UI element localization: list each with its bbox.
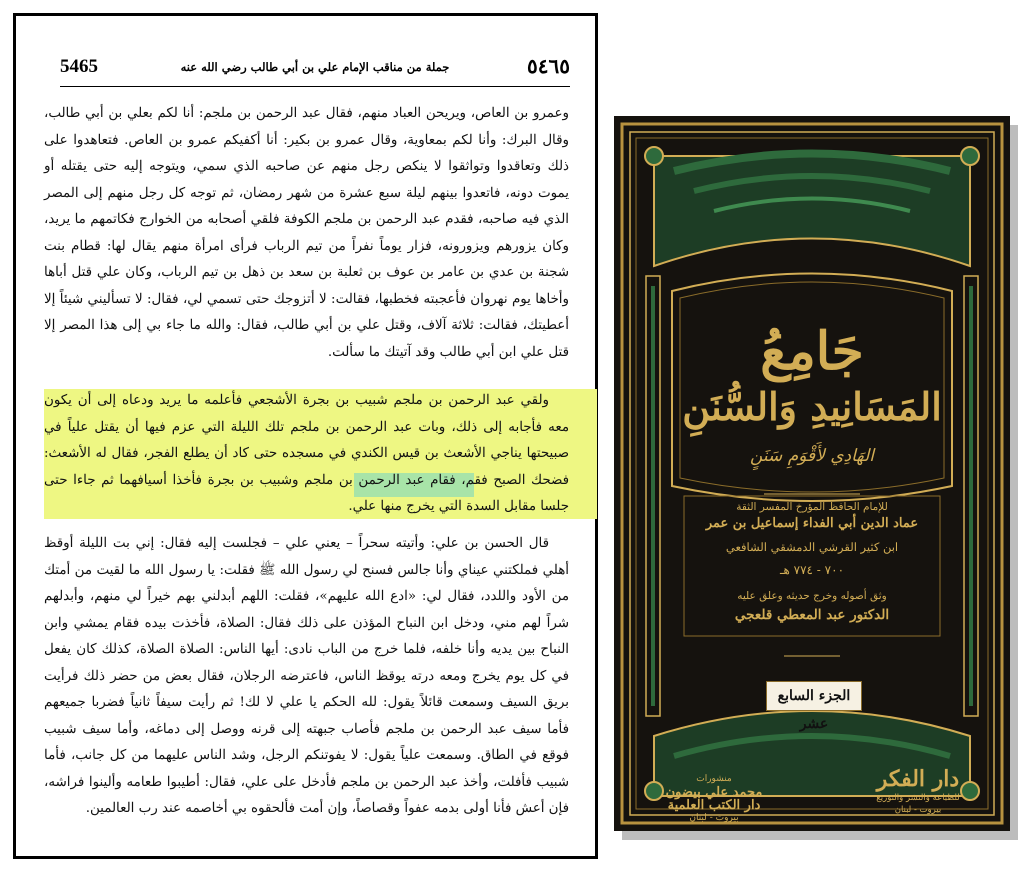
publisher-right-line-3: بيروت - لبنان	[894, 805, 942, 815]
credit-line-6: الدكتور عبد المعطي قلعجي	[734, 607, 890, 623]
book-page	[13, 13, 598, 859]
book-cover	[614, 116, 1010, 831]
credit-line-4: ٧٠٠ - ٧٧٤ هـ	[779, 563, 845, 577]
publisher-left-line-1: منشورات	[696, 774, 732, 784]
paragraph-1: وعمرو بن العاص، ويريحن العباد منهم، فقال عبد الرحمن بن ملجم: أنا لكم بعلي بن أبي طالب، وقال البرك: وأنا لكم بمعاوية، وقال عمرو بن بكير: أنا أكفيكم عمرو بن العاص. فتعاهدوا على ذلك وتعاقدوا وتواثقوا لا ينكص رجل منهم عن صاحبه الذي سمي، ويتوجه إليه حتى يقتله أو يموت دونه، فاتعدوا بينهم ليلة سبع عشرة من شهر رمضان، ثم توجه كل رجل منهم إلى المصر الذي فيه صاحبه، فقدم عبد الرحمن بن ملجم الكوفة فلقي أصحابه من الخوارج فكاتمهم ما يريد، وكان يزورهم ويزورونه، فزار يوماً نفراً من تيم الرباب فرأى امرأة منهم يقال لها: قطام بنت شجنة بن عدي بن عامر بن عوف بن ثعلبة بن سعد بن ذهل بن تيم الرباب، وكان علي قتل أباها وأخاها يوم نهروان فأعجبته فخطبها، فقالت: لا أتزوجك حتى تسمي لي، فقال: لا تسأليني شيئاً إلا أعطيتك، فقالت: ثلاثة آلاف، وقتل علي بن أبي طالب، فقال: والله ما جاء بي إلى هذا المصر إلا قتل علي ابن أبي طالب وقد آتيتك ما سألت.	[44, 106, 569, 360]
cover-subtitle: الهَادِي لأَقْوَمِ سَنَنٍ	[749, 446, 875, 466]
publisher-right-line-1: دار الفكر	[876, 766, 960, 792]
page-number-latin: 5465	[60, 56, 98, 77]
paragraph-2-before: ولقي عبد الرحمن بن ملجم شبيب بن بجرة الأشجعي فأعلمه ما يريد ودعاه إلى أن يكون معه فأجابه إلى ذلك، وبات عبد الرحمن بن ملجم تلك الليلة التي عزم فيها أن يقتل علياً في صبيحتها يناجي الأشعث بن قيس الكندي في مسجده حتى كاد أن يطلع الفجر، فقال له الأشعث:	[44, 393, 569, 461]
publisher-left-line-3: دار الكتب العلمية	[667, 798, 761, 813]
running-title: جملة من مناقب الإمام علي بن أبي طالب رضي الله عنه	[180, 60, 450, 74]
page-number-arabic: ٥٤٦٥	[527, 54, 570, 78]
publisher-left-line-4: بيروت - لبنان	[689, 813, 739, 823]
paragraph-2-after: فقام عبد الرحمن بن ملجم وشبيب بن بجرة فأخذا أسيافهما ثم جاءا حتى جلسا مقابل السدة التي يخرج منها علي.	[44, 472, 569, 514]
publisher-left	[654, 773, 774, 825]
credit-line-5: وثق أصوله وخرج حديثه وعلق عليه	[737, 590, 887, 602]
publisher-right	[862, 766, 974, 816]
credit-line-3: ابن كثير القرشي الدمشقي الشافعي	[725, 540, 899, 554]
credit-line-1: للإمام الحافظ المؤرخ المفسر الثقة	[736, 501, 888, 513]
cover-title-line-1: جَامِعُ	[760, 321, 864, 382]
publisher-left-line-2: محمد علي بيضون	[665, 785, 763, 800]
credit-line-2: عماد الدين أبي الفداء إسماعيل بن عمر	[705, 516, 919, 531]
paragraph-2	[44, 388, 569, 521]
paragraph-3-text: قال الحسن بن علي: وأتيته سحراً – يعني علي – فجلست إليه فقال: إني بت الليلة أوقظ أهلي فملكتني عيناي وأنا جالس فسنح لي رسول الله ﷺ فقلت: يا رسول الله ما لقيت من أمتك من الأود واللدد، فقال لي: «ادع الله عليهم»، فقلت: اللهم أبدلني بهم خيراً لي منهم، وأبدلهم شراً لهم مني، ودخل ابن النباح المؤذن على ذلك فقال: الصلاة، فأخذت بيده فقام يمشي وابن النباح بين يديه وأنا خلفه، فلما خرج من الباب نادى: أيها الناس: الصلاة الصلاة، كذلك كان يفعل في كل يوم يخرج ومعه درته يوقظ الناس، فاعترضه الرجلان، فقال بعض من حضر ذلك فرأيت بريق السيف وسمعت قائلاً يقول: لله الحكم يا علي لا لك! ثم رأيت سيفاً ثانياً فضربا جميعهم فأما سيف عبد الرحمن بن ملجم فأصاب جبهته إلى قرنه ووصل إلى دماغه، وأما سيف شبيب فوقع في الطاق. وسمعت علياً يقول: لا يفوتنكم الرجل، وشد الناس عليهما من كل جانب، فأما شبيب فأفلت، وأخذ عبد الرحمن بن ملجم فأدخل على علي، فقال: أطيبوا طعامه وألينوا فراشه، فإن أعش فأنا أولى بدمه عفواً وقصاصاً، وإن أمت فألحقوه بي أخاصمه عند رب العالمين.	[44, 536, 569, 816]
cover-title-line-2: المَسَانِيدِ وَالسُّنَنِ	[682, 384, 942, 429]
publisher-right-line-2: للطباعة والنشر والتوزيع	[876, 793, 960, 803]
paragraph-3	[44, 531, 569, 823]
page-header	[60, 46, 570, 87]
highlighted-phrase: فضحك الصبح فقم،	[461, 472, 569, 488]
volume-label: الجزء السابع عشر	[766, 681, 862, 711]
